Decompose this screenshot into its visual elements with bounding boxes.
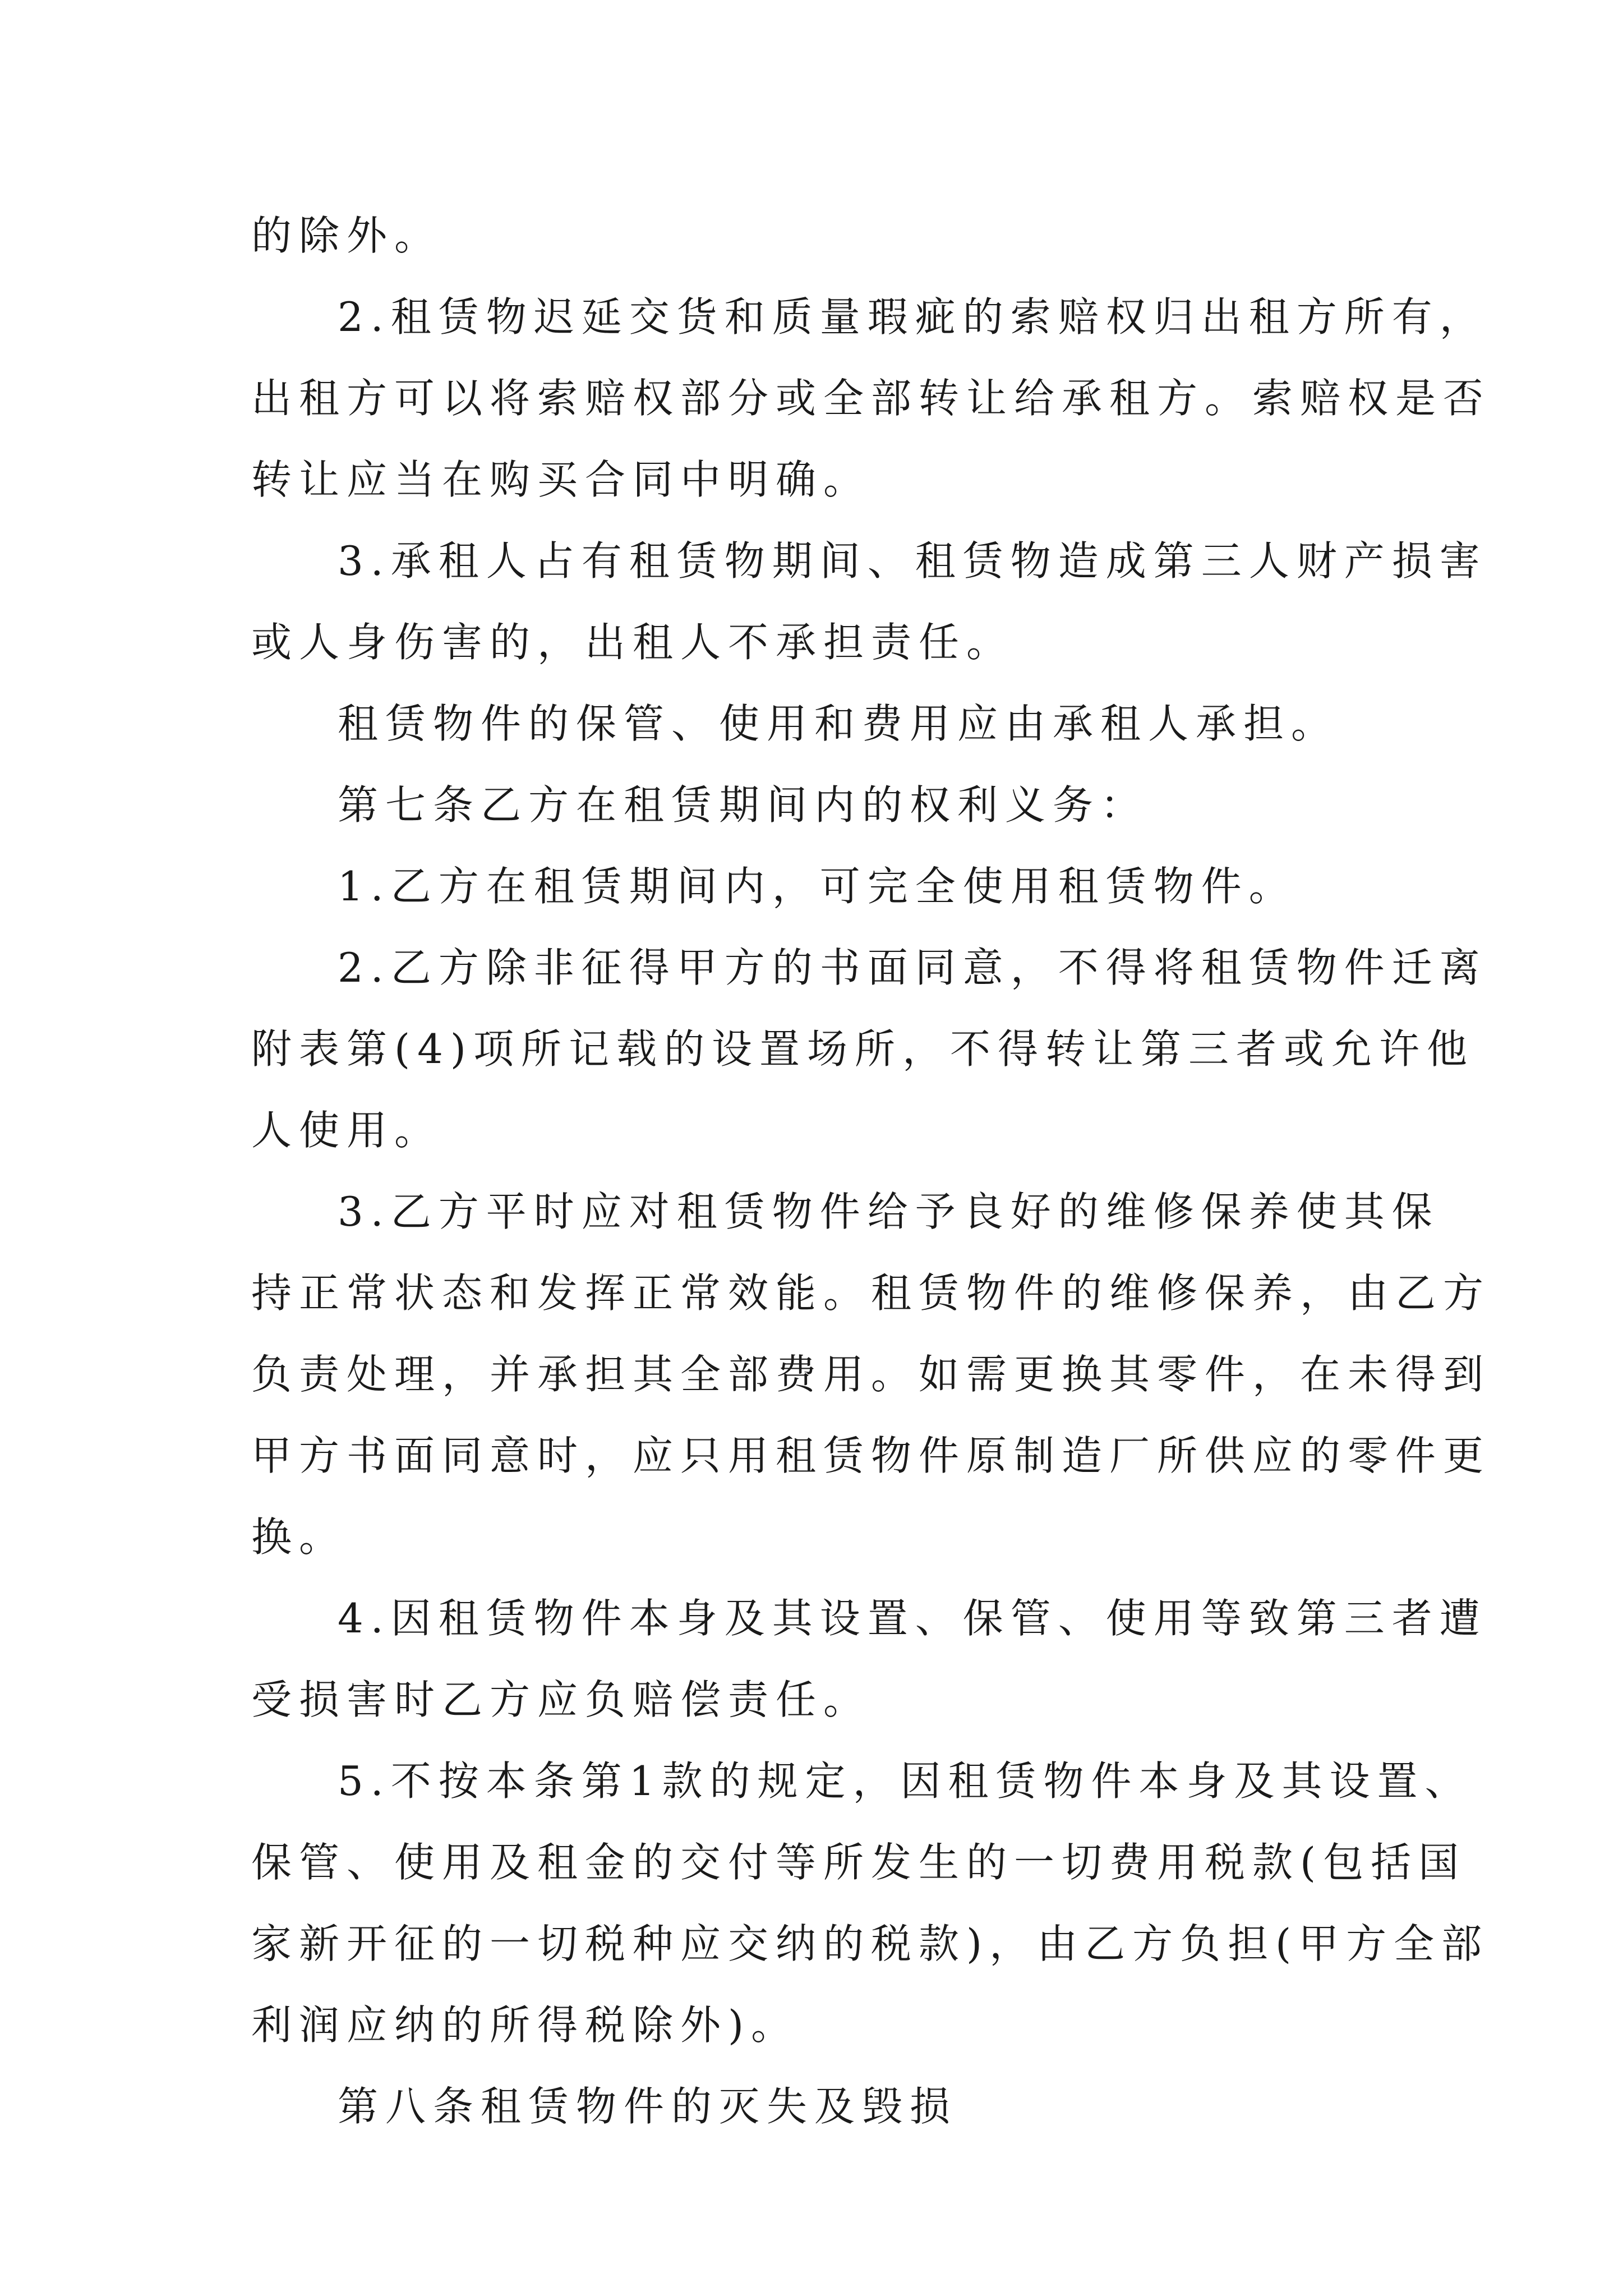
- text-line-17: 换。: [251, 1513, 347, 1561]
- text-line-1: 的除外。: [251, 212, 442, 259]
- text-line-15: 负责处理，并承担其全部费用。如需更换其零件，在未得到: [251, 1351, 1491, 1398]
- text-line-2: 2.租赁物迟延交货和质量瑕疵的索赔权归出租方所有，: [338, 293, 1487, 341]
- text-line-5: 3.承租人占有租赁物期间、租赁物造成第三人财产损害: [338, 537, 1487, 585]
- text-line-11: 附表第(4)项所记载的设置场所，不得转让第三者或允许他: [251, 1025, 1474, 1073]
- text-line-20: 5.不按本条第1款的规定，因租赁物件本身及其设置、: [338, 1757, 1473, 1805]
- text-line-10: 2.乙方除非征得甲方的书面同意，不得将租赁物件迁离: [338, 944, 1487, 991]
- text-line-16: 甲方书面同意时，应只用租赁物件原制造厂所供应的零件更: [251, 1432, 1491, 1479]
- text-line-4: 转让应当在购买合同中明确。: [251, 456, 872, 503]
- text-line-14: 持正常状态和发挥正常效能。租赁物件的维修保养，由乙方: [251, 1269, 1491, 1317]
- text-line-22: 家新开征的一切税种应交纳的税款)，由乙方负担(甲方全部: [251, 1920, 1490, 1967]
- text-line-12: 人使用。: [251, 1107, 442, 1154]
- text-line-6: 或人身伤害的，出租人不承担责任。: [251, 619, 1015, 666]
- text-line-19: 受损害时乙方应负赔偿责任。: [251, 1676, 872, 1723]
- text-line-24: 第八条租赁物件的灭失及毁损: [338, 2083, 958, 2130]
- text-line-8: 第七条乙方在租赁期间内的权利义务：: [338, 781, 1149, 829]
- text-line-23: 利润应纳的所得税除外)。: [251, 2001, 799, 2049]
- text-line-18: 4.因租赁物件本身及其设置、保管、使用等致第三者遭: [338, 1595, 1487, 1642]
- text-line-3: 出租方可以将索赔权部分或全部转让给承租方。索赔权是否: [251, 375, 1491, 422]
- text-line-9: 1.乙方在租赁期间内，可完全使用租赁物件。: [338, 863, 1297, 910]
- text-line-21: 保管、使用及租金的交付等所发生的一切费用税款(包括国: [251, 1839, 1467, 1886]
- text-line-13: 3.乙方平时应对租赁物件给予良好的维修保养使其保: [338, 1188, 1440, 1235]
- text-line-7: 租赁物件的保管、使用和费用应由承租人承担。: [338, 700, 1339, 747]
